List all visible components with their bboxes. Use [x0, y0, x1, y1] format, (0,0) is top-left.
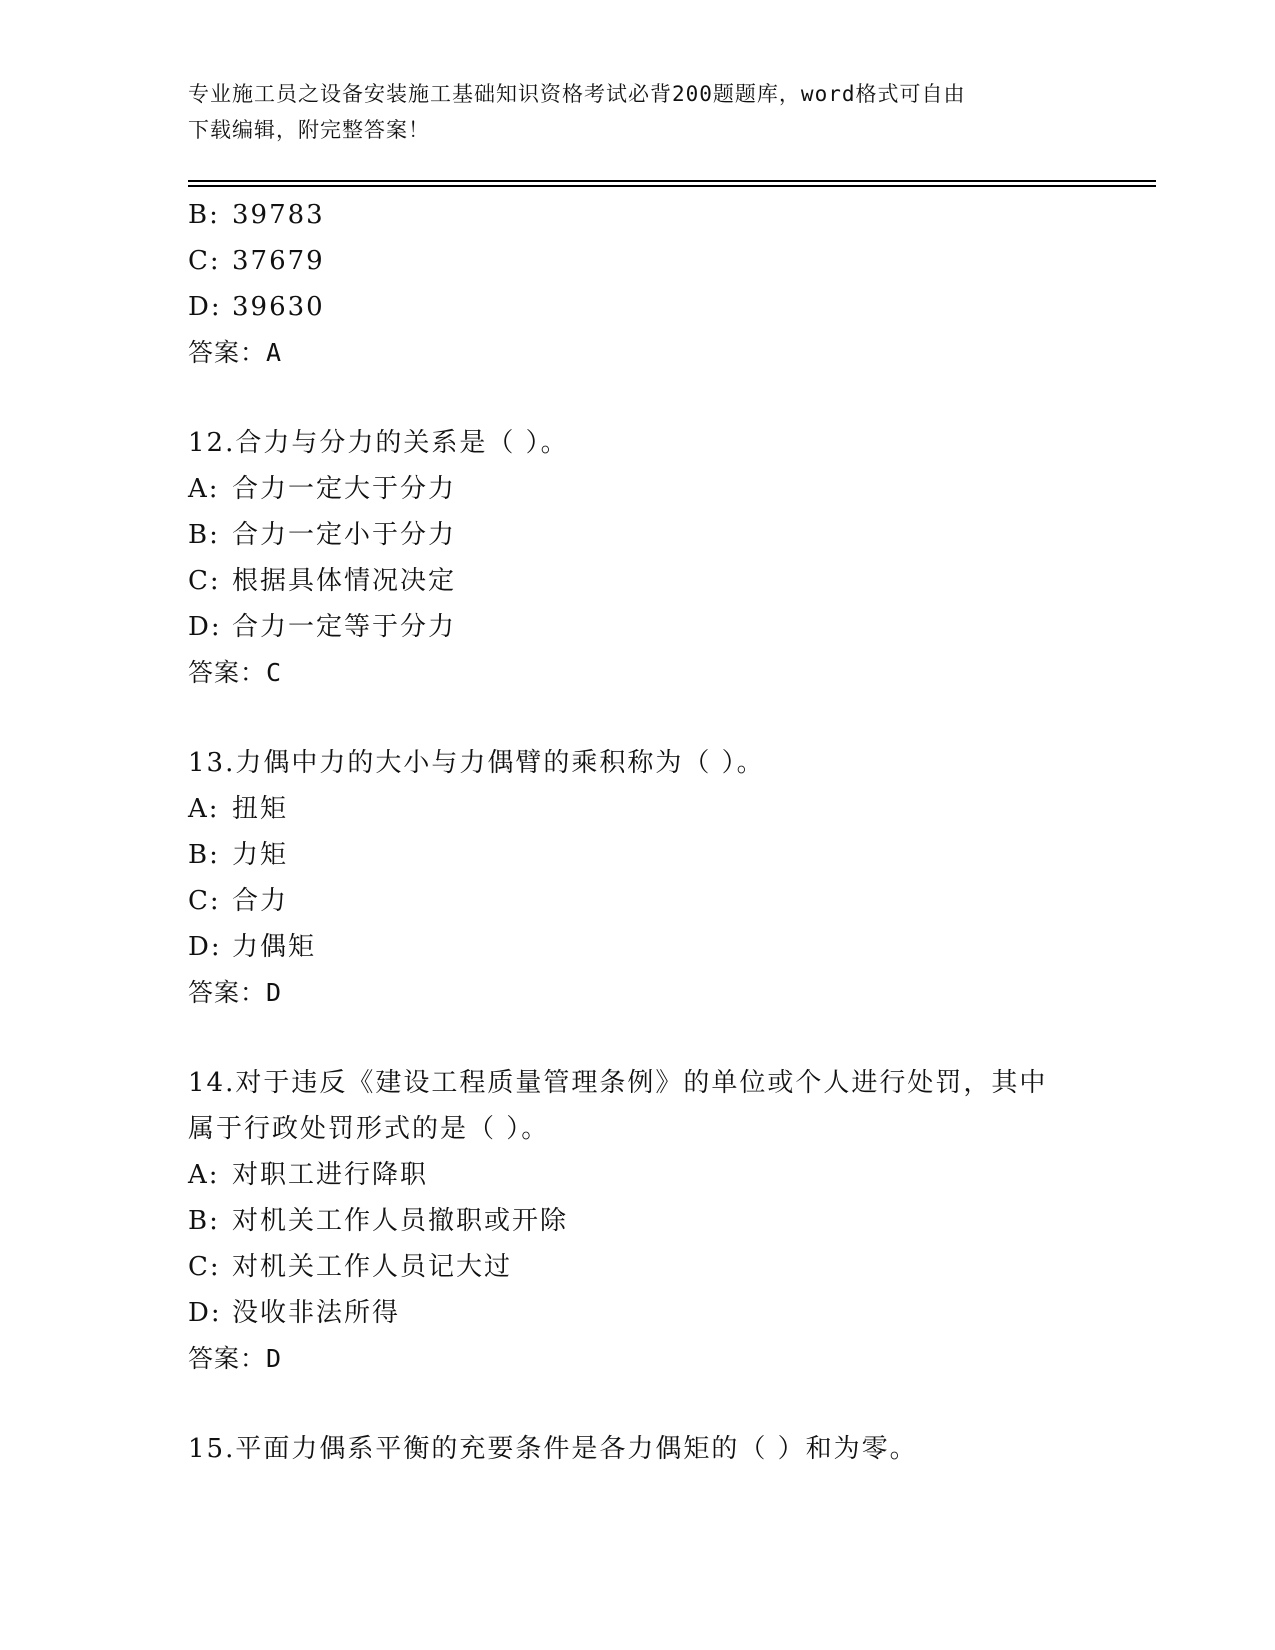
- answer-value: A: [266, 338, 283, 367]
- answer-line: [188, 1336, 1148, 1382]
- option-d: [188, 924, 1148, 970]
- option-text: 对机关工作人员记大过: [232, 1252, 513, 1282]
- option-a: [188, 1152, 1148, 1198]
- document-header: [188, 76, 1068, 148]
- answer-value: D: [266, 1344, 283, 1373]
- question-stem: 13.力偶中力的大小与力偶臂的乘积称为（ ）。: [188, 748, 765, 778]
- option-label: D:: [188, 1298, 222, 1328]
- option-d: [188, 1290, 1148, 1336]
- option-b: [188, 512, 1148, 558]
- option-text: 39630: [232, 292, 325, 322]
- option-label: D:: [188, 932, 222, 962]
- option-c: [188, 558, 1148, 604]
- option-text: 力偶矩: [232, 932, 317, 962]
- answer-label: 答案：: [188, 1344, 267, 1373]
- option-label: C:: [188, 886, 221, 916]
- question-14-block: [188, 1060, 1148, 1382]
- answer-label: 答案：: [188, 338, 267, 367]
- option-label: A:: [188, 1160, 220, 1190]
- option-label: B:: [188, 1206, 220, 1236]
- question-stem-line-1: 14.对于违反《建设工程质量管理条例》的单位或个人进行处罚，其中: [188, 1068, 1048, 1098]
- option-text: 对职工进行降职: [232, 1160, 429, 1190]
- answer-label: 答案：: [188, 658, 267, 687]
- header-line-2: 下载编辑，附完整答案！: [188, 118, 430, 142]
- answer-value: D: [266, 978, 283, 1007]
- option-label: A:: [188, 474, 220, 504]
- option-label: B:: [188, 520, 220, 550]
- question-15-block: [188, 1426, 1148, 1472]
- option-label: D:: [188, 612, 222, 642]
- option-b: [188, 1198, 1148, 1244]
- option-text: 没收非法所得: [232, 1298, 401, 1328]
- option-label: C:: [188, 1252, 221, 1282]
- option-d: [188, 284, 1148, 330]
- option-b: [188, 832, 1148, 878]
- question-stem: 12.合力与分力的关系是（ ）。: [188, 428, 569, 458]
- option-text: 力矩: [232, 840, 289, 870]
- option-text: 根据具体情况决定: [232, 566, 457, 596]
- question-stem-line-2: 属于行政处罚形式的是（ ）。: [188, 1114, 550, 1144]
- question-stem: 15.平面力偶系平衡的充要条件是各力偶矩的（ ）和为零。: [188, 1434, 918, 1464]
- header-divider-top: [188, 180, 1156, 182]
- option-text: 39783: [232, 200, 325, 230]
- option-text: 合力一定大于分力: [232, 474, 457, 504]
- option-c: [188, 238, 1148, 284]
- option-d: [188, 604, 1148, 650]
- question-13-block: [188, 740, 1148, 1016]
- option-label: B:: [188, 200, 220, 230]
- question-content: [188, 192, 1148, 1472]
- header-divider-bottom: [188, 185, 1156, 187]
- option-b: [188, 192, 1148, 238]
- option-text: 扭矩: [232, 794, 289, 824]
- option-label: A:: [188, 794, 220, 824]
- answer-value: C: [266, 658, 283, 687]
- option-text: 37679: [232, 246, 325, 276]
- option-label: C:: [188, 246, 221, 276]
- answer-line: [188, 970, 1148, 1016]
- option-a: [188, 466, 1148, 512]
- option-label: C:: [188, 566, 221, 596]
- option-text: 合力一定等于分力: [232, 612, 457, 642]
- option-label: D:: [188, 292, 222, 322]
- option-c: [188, 878, 1148, 924]
- header-line-1: 专业施工员之设备安装施工基础知识资格考试必背200题题库，word格式可自由: [188, 82, 966, 106]
- option-c: [188, 1244, 1148, 1290]
- prev-question-block: [188, 192, 1148, 376]
- option-text: 合力: [232, 886, 289, 916]
- answer-label: 答案：: [188, 978, 267, 1007]
- answer-line: [188, 650, 1148, 696]
- option-label: B:: [188, 840, 220, 870]
- option-text: 对机关工作人员撤职或开除: [232, 1206, 569, 1236]
- question-12-block: [188, 420, 1148, 696]
- option-text: 合力一定小于分力: [232, 520, 457, 550]
- option-a: [188, 786, 1148, 832]
- answer-line: [188, 330, 1148, 376]
